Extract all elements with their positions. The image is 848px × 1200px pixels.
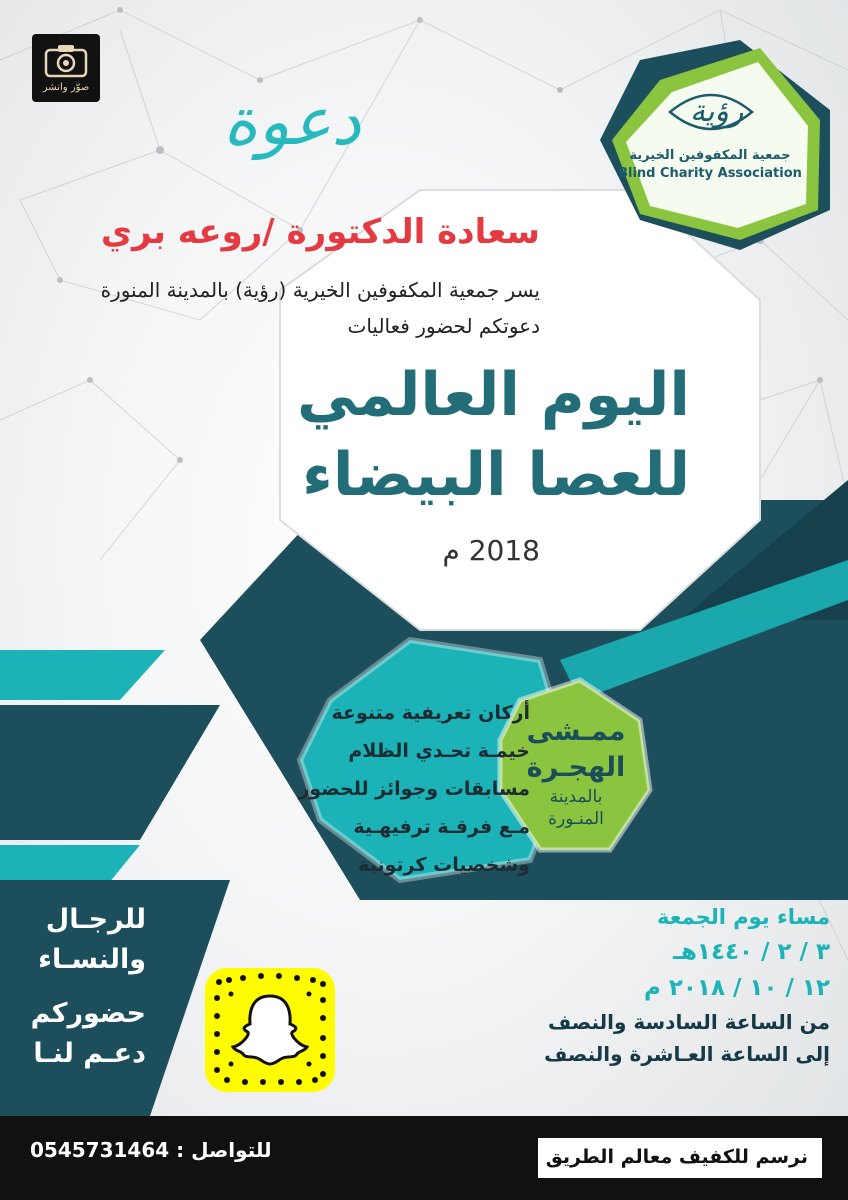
invitation-word: دعوة [223,83,361,160]
feature-item: خيمـة تحـدي الظلام [348,740,530,762]
association-name-ar: جمعية المكفوفين الخيرية [629,148,791,163]
snapcode[interactable] [205,968,335,1092]
left-teal-stripe-top [0,650,165,700]
event-gregorian-date: ١٢ / ١٠ / ٢٠١٨ م [643,975,830,1001]
contact-phone[interactable]: للتواصل : 0545731464 [30,1138,272,1162]
motto-banner [538,1138,822,1178]
photographer-caption: صوّر وانشر [42,82,90,93]
event-time-from: من الساعة السادسة والنصف [547,1010,830,1034]
audience-line-4: دعـم لنـا [33,1038,146,1069]
association-logo-text: رؤية [690,94,744,129]
event-schedule [470,900,830,1070]
audience-text [10,900,146,1074]
feature-item: مـع فرقـة ترفيهـية [353,816,530,838]
camera-icon [44,42,88,78]
venue-badge [516,714,636,830]
intro-line-2: دعوتكم لحضور فعاليات [347,314,540,338]
feature-item: أركان تعريفية متنوعة [331,702,530,724]
snapchat-ghost-icon [205,968,335,1092]
event-time-to: إلى الساعة العـاشرة والنصف [544,1042,830,1066]
venue-line-4: المنـورة [548,809,604,829]
event-day: مساء يوم الجمعة [657,905,830,929]
event-hijri-date: ٣ / ٢ / ١٤٤٠هـ [673,939,830,965]
venue-line-3: بالمدينة [549,787,603,807]
audience-line-3: حضوركم [30,998,146,1029]
left-dark-band [0,705,220,840]
motto-text: نرسم للكفيف معالم الطريق [545,1146,808,1168]
intro-line-1: يسر جمعية المكفوفين الخيرية (رؤية) بالمدينة المنورة [100,278,540,302]
honoree-name: سعادة الدكتورة /روعه بري [100,212,540,252]
audience-line-2: والنسـاء [38,944,146,975]
features-list [300,694,530,884]
event-year: 2018 م [442,534,540,567]
association-name-en: Blind Charity Association [618,166,802,181]
venue-line-2: الهجـرة [526,752,626,783]
photographer-logo [32,34,100,102]
feature-item: مسابقات وجوائز للحضور [298,778,530,800]
venue-line-1: ممـشى [526,716,626,747]
event-title-line-1: اليوم العالمي [296,360,690,430]
feature-item: وشخصيات كرتونية [358,854,530,876]
association-badge [596,68,824,234]
event-title-line-2: للعصا البيضاء [302,440,690,510]
audience-line-1: للرجـال [45,904,146,935]
